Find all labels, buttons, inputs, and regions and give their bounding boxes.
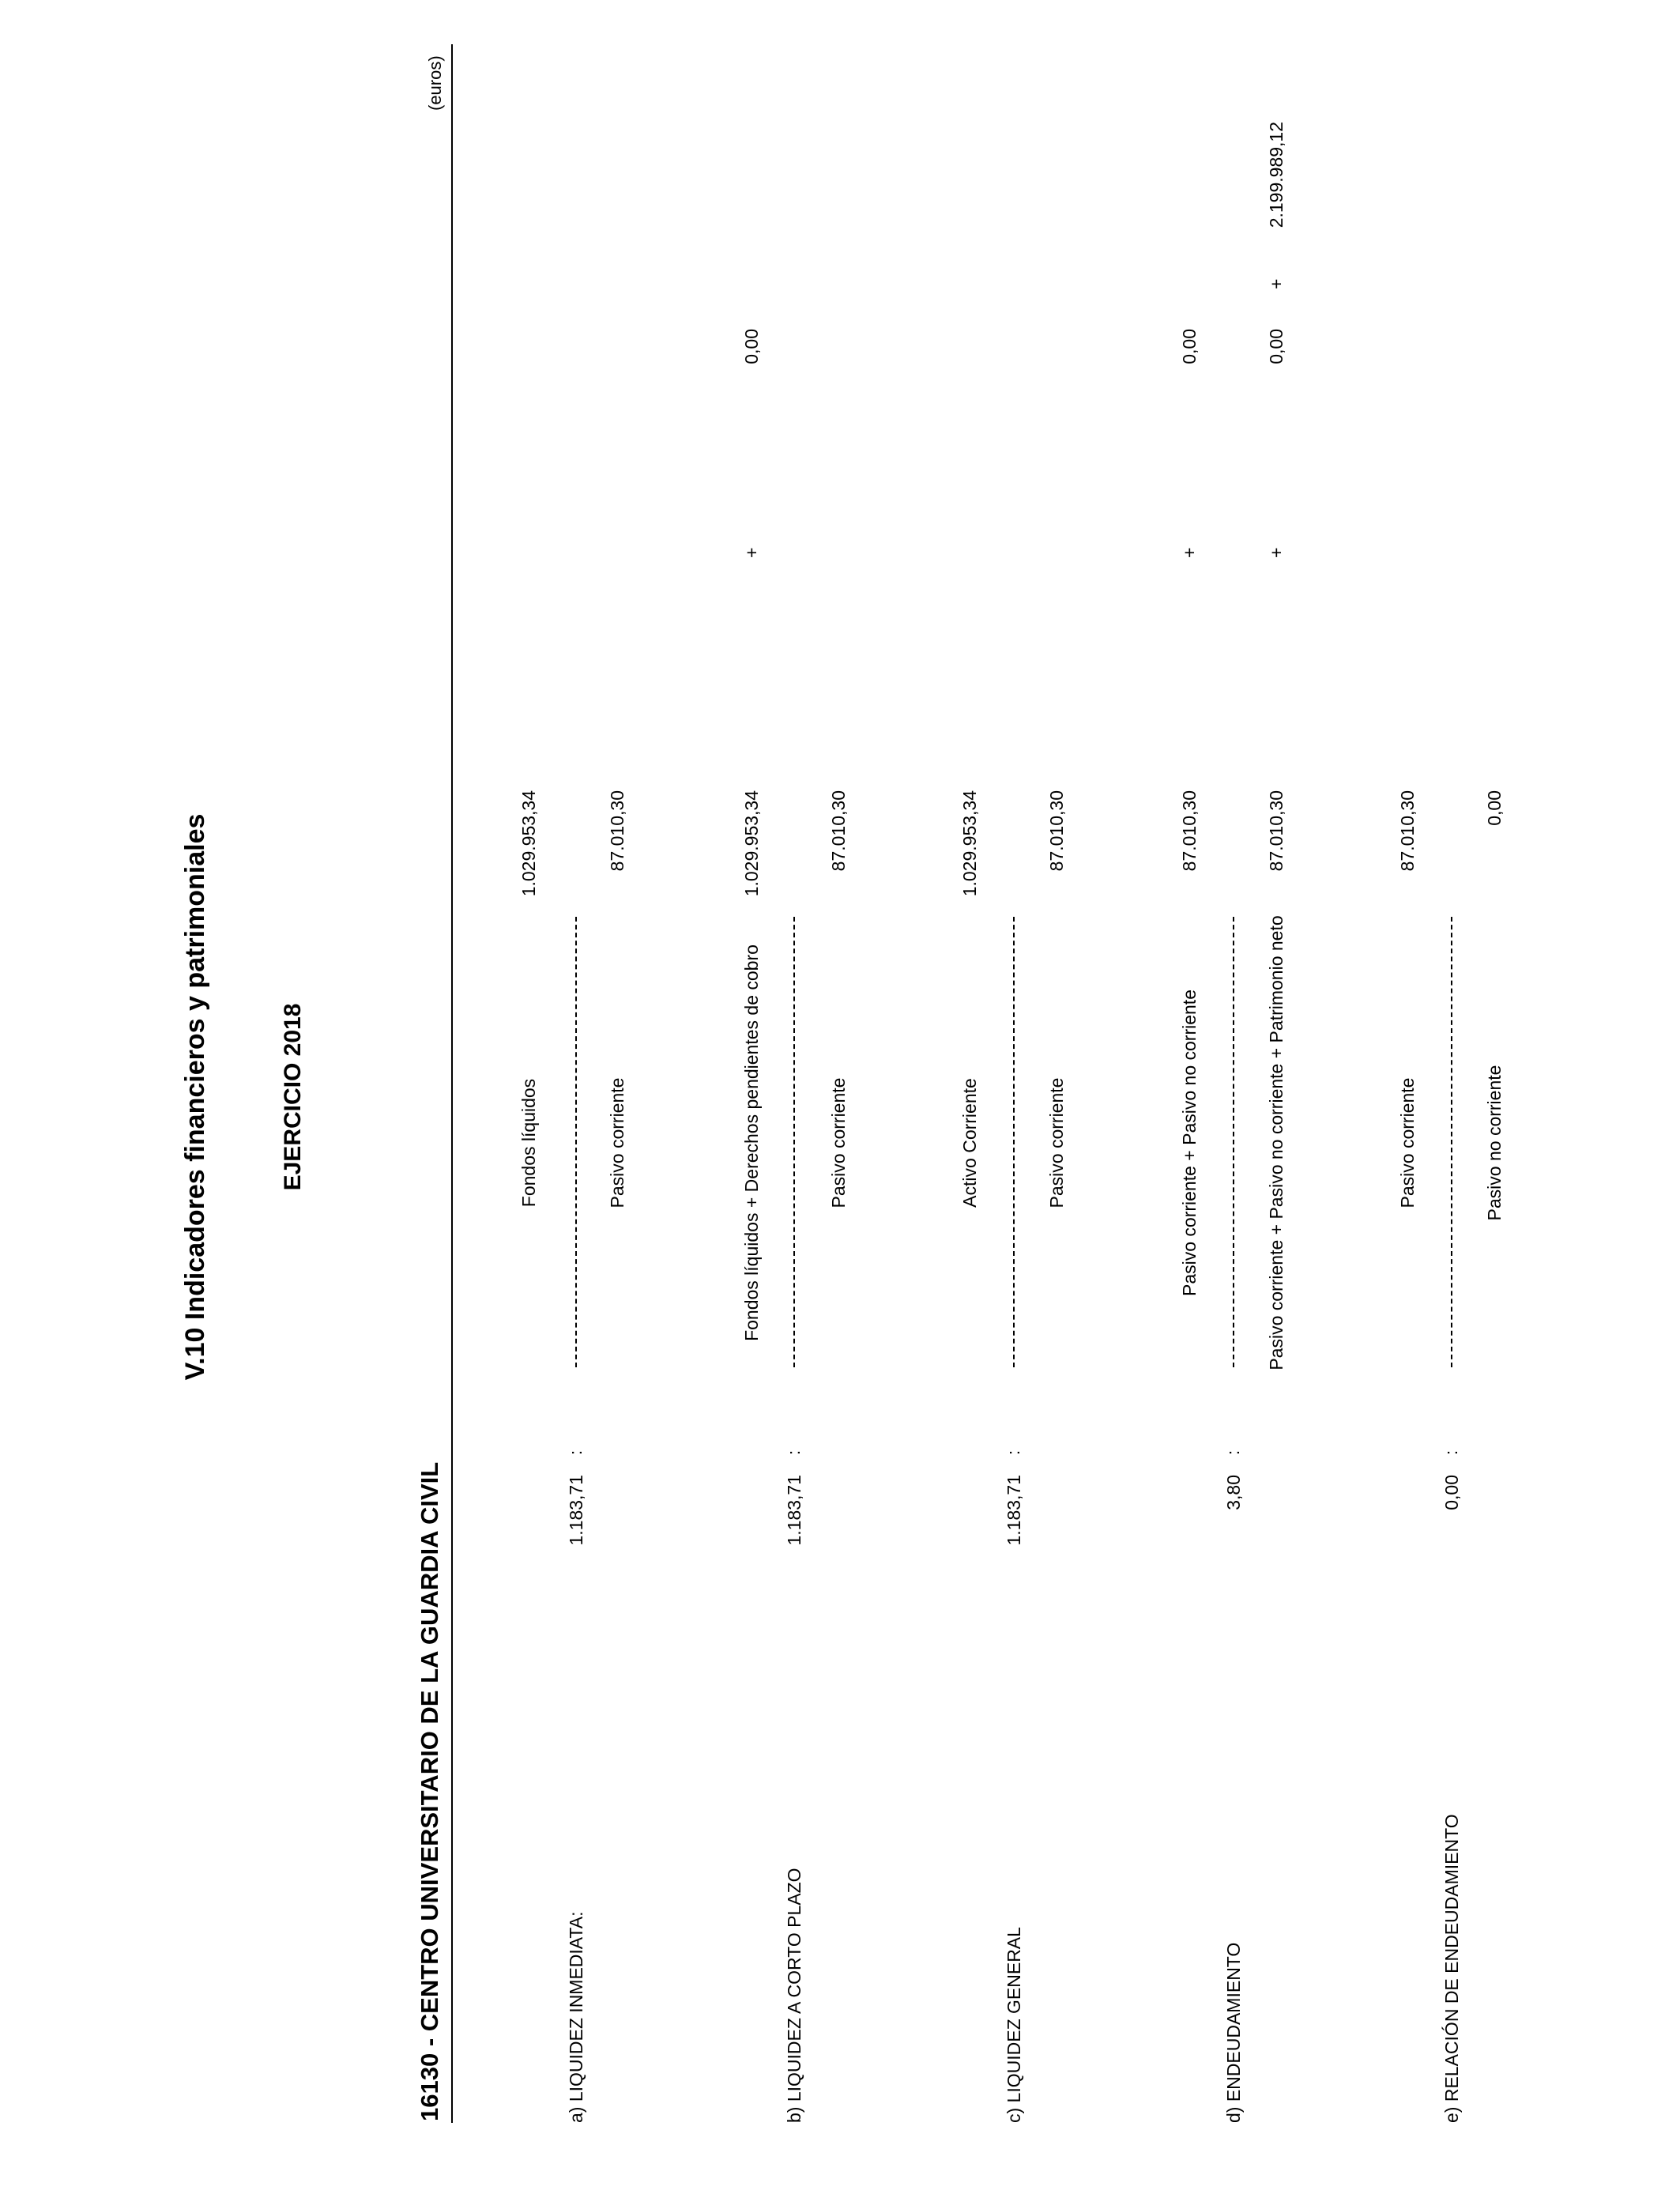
fraction-line	[1451, 917, 1452, 1367]
denominator-formula: Pasivo corriente	[1046, 1077, 1067, 1208]
fraction-line	[793, 917, 795, 1367]
denominator-formula: Pasivo corriente	[607, 1077, 627, 1208]
plus-sign: +	[1266, 278, 1286, 289]
indicator-colon: :	[784, 1449, 804, 1455]
indicator-label: e) RELACIÓN DE ENDEUDAMIENTO	[1441, 1814, 1462, 2123]
indicator-colon: :	[1004, 1449, 1023, 1455]
plus-sign: +	[741, 547, 762, 558]
numerator-formula: Fondos líquidos	[518, 1078, 539, 1208]
plus-sign: +	[1179, 547, 1200, 558]
numerator-value: 87.010,30	[1397, 790, 1418, 872]
indicator-ratio: 1.183,71	[566, 1475, 586, 1546]
fraction-line	[575, 917, 577, 1367]
indicator-label: a) LIQUIDEZ INMEDIATA:	[566, 1911, 586, 2123]
fraction-line	[1013, 917, 1015, 1367]
indicator-ratio: 1.183,71	[784, 1475, 804, 1546]
numerator-value-2: 0,00	[741, 329, 762, 364]
denominator-formula: Pasivo corriente + Pasivo no corriente + Patrimonio neto	[1266, 915, 1286, 1370]
denominator-value: 87.010,30	[607, 790, 627, 872]
header-rule	[451, 44, 453, 2123]
numerator-value: 1.029.953,34	[741, 790, 762, 897]
numerator-formula: Fondos líquidos + Derechos pendientes de cobro	[741, 944, 762, 1341]
numerator-value: 1.029.953,34	[518, 790, 539, 897]
denominator-value: 0,00	[1484, 790, 1505, 826]
indicator-ratio: 3,80	[1223, 1475, 1244, 1510]
plus-sign: +	[1266, 547, 1286, 558]
numerator-value-2: 0,00	[1179, 329, 1200, 364]
denominator-value-2: 0,00	[1266, 329, 1286, 364]
indicator-colon: :	[566, 1449, 586, 1455]
denominator-value: 87.010,30	[828, 790, 849, 872]
entity-heading: 16130 - CENTRO UNIVERSITARIO DE LA GUARDIA CIVIL	[416, 1461, 443, 2121]
page-title: V.10 Indicadores financieros y patrimoniales	[180, 813, 210, 1381]
indicator-ratio: 1.183,71	[1004, 1475, 1024, 1546]
indicator-ratio: 0,00	[1441, 1475, 1462, 1510]
currency-unit: (euros)	[425, 55, 445, 111]
denominator-formula: Pasivo no corriente	[1484, 1065, 1505, 1221]
denominator-value-3: 2.199.989,12	[1266, 122, 1286, 228]
indicator-label: c) LIQUIDEZ GENERAL	[1004, 1927, 1024, 2123]
numerator-value: 1.029.953,34	[959, 790, 980, 897]
denominator-value: 87.010,30	[1046, 790, 1067, 872]
denominator-formula: Pasivo corriente	[828, 1077, 849, 1208]
fraction-line	[1233, 917, 1234, 1367]
indicator-label: d) ENDEUDAMIENTO	[1223, 1942, 1244, 2123]
fiscal-year-heading: EJERCICIO 2018	[280, 1003, 306, 1191]
numerator-formula: Pasivo corriente	[1397, 1077, 1418, 1208]
numerator-formula: Activo Corriente	[959, 1078, 980, 1208]
numerator-value: 87.010,30	[1179, 790, 1200, 872]
denominator-value: 87.010,30	[1266, 790, 1286, 872]
indicator-label: b) LIQUIDEZ A CORTO PLAZO	[784, 1868, 804, 2123]
numerator-formula: Pasivo corriente + Pasivo no corriente	[1179, 989, 1200, 1297]
indicator-colon: :	[1223, 1449, 1243, 1455]
indicator-colon: :	[1441, 1449, 1461, 1455]
